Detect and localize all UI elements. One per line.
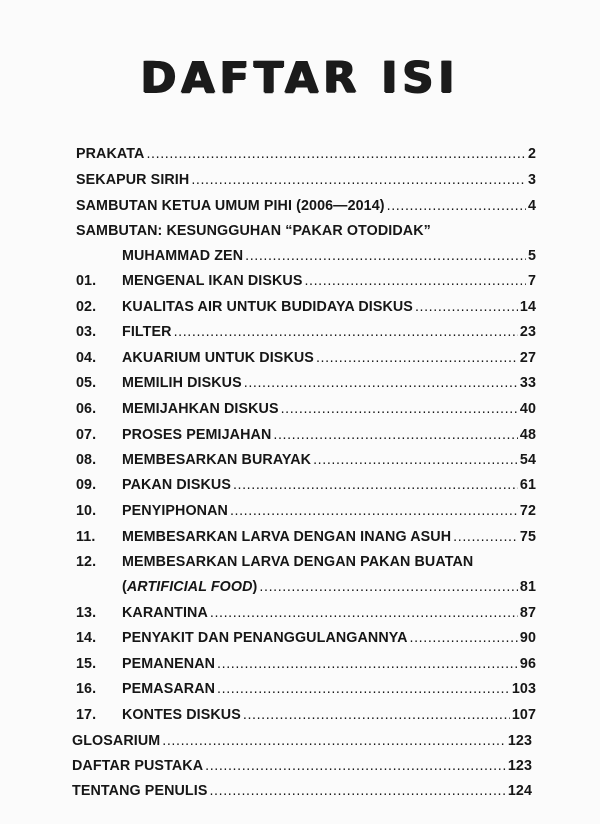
chapter-number: 16.	[76, 681, 97, 697]
toc-page-number: 7	[527, 273, 536, 289]
dot-leader	[230, 503, 518, 519]
toc-entry-chapter-10[interactable]	[76, 503, 536, 525]
toc-entry-chapter-06[interactable]	[76, 401, 536, 423]
chapter-number: 09.	[76, 477, 97, 493]
toc-page-number: 2	[527, 146, 536, 162]
toc-entry-title: MENGENAL IKAN DISKUS	[122, 273, 303, 289]
toc-page-number: 54	[519, 452, 536, 468]
toc-entry-title: MEMBESARKAN LARVA DENGAN PAKAN BUATAN	[122, 554, 474, 570]
dot-leader	[313, 452, 518, 468]
dot-leader	[410, 630, 518, 646]
toc-entry-chapter-17[interactable]	[76, 707, 536, 729]
toc-entry-chapter-01[interactable]	[76, 273, 536, 295]
toc-page-number: 72	[519, 503, 536, 519]
chapter-number: 01.	[76, 273, 97, 289]
toc-entry-title: KARANTINA	[122, 605, 208, 621]
chapter-number: 13.	[76, 605, 97, 621]
page-title: DAFTAR ISI	[140, 53, 460, 103]
toc-entry-title: AKUARIUM UNTUK DISKUS	[122, 350, 314, 366]
dot-leader	[162, 733, 506, 749]
dot-leader	[174, 324, 518, 340]
toc-page-number: 4	[527, 198, 536, 214]
toc-entry-chapter-13[interactable]	[76, 605, 536, 627]
toc-page-number: 75	[519, 529, 536, 545]
chapter-number: 11.	[76, 529, 96, 545]
dot-leader	[233, 477, 518, 493]
toc-entry-title: PAKAN DISKUS	[122, 477, 231, 493]
toc-page-number: 107	[511, 707, 536, 723]
chapter-number: 03.	[76, 324, 97, 340]
toc-page-number: 48	[519, 427, 536, 443]
toc-entry-glosarium[interactable]	[72, 733, 532, 755]
toc-entry-prakata[interactable]	[76, 146, 536, 168]
toc-page-number: 81	[519, 579, 536, 595]
chapter-number: 06.	[76, 401, 97, 417]
chapter-number: 10.	[76, 503, 97, 519]
dot-leader	[191, 172, 526, 188]
toc-entry-title: MEMBESARKAN LARVA DENGAN INANG ASUH	[122, 529, 452, 545]
toc-entry-sambutan-zen-line1[interactable]	[76, 223, 536, 245]
dot-leader	[205, 758, 506, 774]
dot-leader	[281, 401, 518, 417]
chapter-number: 02.	[76, 299, 97, 315]
dot-leader	[273, 427, 518, 443]
toc-entry-chapter-07[interactable]	[76, 427, 536, 449]
toc-entry-chapter-08[interactable]	[76, 452, 536, 474]
toc-entry-daftar-pustaka[interactable]	[72, 758, 532, 780]
toc-page-number: 23	[519, 324, 536, 340]
toc-entry-chapter-12-line1[interactable]	[76, 554, 536, 576]
toc-entry-chapter-04[interactable]	[76, 350, 536, 372]
toc-entry-chapter-03[interactable]	[76, 324, 536, 346]
paren-open: (	[122, 579, 127, 595]
toc-entry-chapter-12-line2[interactable]	[122, 579, 536, 601]
paren-close: )	[252, 579, 258, 595]
toc-page-number: 33	[519, 375, 536, 391]
toc-entry-title: MEMBESARKAN BURAYAK	[122, 452, 312, 468]
toc-entry-title: KONTES DISKUS	[122, 707, 241, 723]
toc-entry-title: TENTANG PENULIS	[72, 783, 208, 799]
dot-leader	[387, 198, 526, 214]
toc-page-number: 61	[519, 477, 536, 493]
dot-leader	[243, 707, 510, 723]
toc-entry-title: PENYIPHONAN	[122, 503, 228, 519]
toc-entry-sambutan-ketua[interactable]	[76, 198, 536, 220]
dot-leader	[217, 656, 518, 672]
toc-entry-chapter-16[interactable]	[76, 681, 536, 703]
toc-entry-chapter-05[interactable]	[76, 375, 536, 397]
toc-page-number: 90	[519, 630, 536, 646]
toc-entry-chapter-11[interactable]	[76, 529, 536, 551]
dot-leader	[259, 579, 517, 595]
toc-page-number: 14	[519, 299, 536, 315]
toc-entry-title: KUALITAS AIR UNTUK BUDIDAYA DISKUS	[122, 299, 413, 315]
dot-leader	[209, 783, 505, 799]
toc-entry-chapter-02[interactable]	[76, 299, 536, 321]
toc-page-number: 27	[519, 350, 536, 366]
chapter-number: 07.	[76, 427, 97, 443]
dot-leader	[245, 248, 526, 264]
chapter-number: 05.	[76, 375, 97, 391]
dot-leader	[210, 605, 518, 621]
toc-page-number: 5	[527, 248, 536, 264]
toc-entry-chapter-09[interactable]	[76, 477, 536, 499]
toc-entry-title: SAMBUTAN KETUA UMUM PIHI (2006—2014)	[76, 198, 385, 214]
dot-leader	[453, 529, 518, 545]
toc-page-number: 103	[511, 681, 536, 697]
toc-entry-title: PEMANENAN	[122, 656, 216, 672]
toc-entry-tentang-penulis[interactable]	[72, 783, 532, 805]
toc-entry-title: PRAKATA	[76, 146, 145, 162]
italic-term: ARTIFICIAL FOOD	[126, 579, 253, 595]
toc-entry-title: SEKAPUR SIRIH	[76, 172, 190, 188]
chapter-number: 17.	[76, 707, 97, 723]
toc-page-number: 96	[519, 656, 536, 672]
dot-leader	[146, 146, 525, 162]
toc-entry-title: PROSES PEMIJAHAN	[122, 427, 272, 443]
toc-page-number: 3	[527, 172, 536, 188]
chapter-number: 14.	[76, 630, 97, 646]
toc-entry-title: PEMASARAN	[122, 681, 216, 697]
chapter-number: 12.	[76, 554, 97, 570]
toc-entry-title: MEMILIH DISKUS	[122, 375, 242, 391]
toc-entry-chapter-14[interactable]	[76, 630, 536, 652]
dot-leader	[304, 273, 525, 289]
toc-entry-sekapur-sirih[interactable]	[76, 172, 536, 194]
toc-entry-title: GLOSARIUM	[72, 733, 161, 749]
toc-entry-title: SAMBUTAN: KESUNGGUHAN “PAKAR OTODIDAK”	[76, 223, 431, 239]
toc-entry-title: FILTER	[122, 324, 172, 340]
toc-entry-sambutan-zen-line2[interactable]	[122, 248, 536, 270]
chapter-number: 15.	[76, 656, 97, 672]
dot-leader	[217, 681, 510, 697]
toc-page-number: 123	[507, 758, 532, 774]
toc-page-number: 40	[519, 401, 536, 417]
dot-leader	[244, 375, 518, 391]
dot-leader	[415, 299, 518, 315]
toc-page-number: 124	[507, 783, 532, 799]
chapter-number: 08.	[76, 452, 97, 468]
toc-entry-title: PENYAKIT DAN PENANGGULANGANNYA	[122, 630, 408, 646]
toc-page-number: 123	[507, 733, 532, 749]
toc-page-number: 87	[519, 605, 536, 621]
toc-entry-title: MEMIJAHKAN DISKUS	[122, 401, 279, 417]
toc-entry-title	[122, 579, 257, 595]
chapter-number: 04.	[76, 350, 97, 366]
toc-entry-title: MUHAMMAD ZEN	[122, 248, 244, 264]
toc-entry-title: DAFTAR PUSTAKA	[72, 758, 204, 774]
toc-entry-chapter-15[interactable]	[76, 656, 536, 678]
dot-leader	[316, 350, 518, 366]
